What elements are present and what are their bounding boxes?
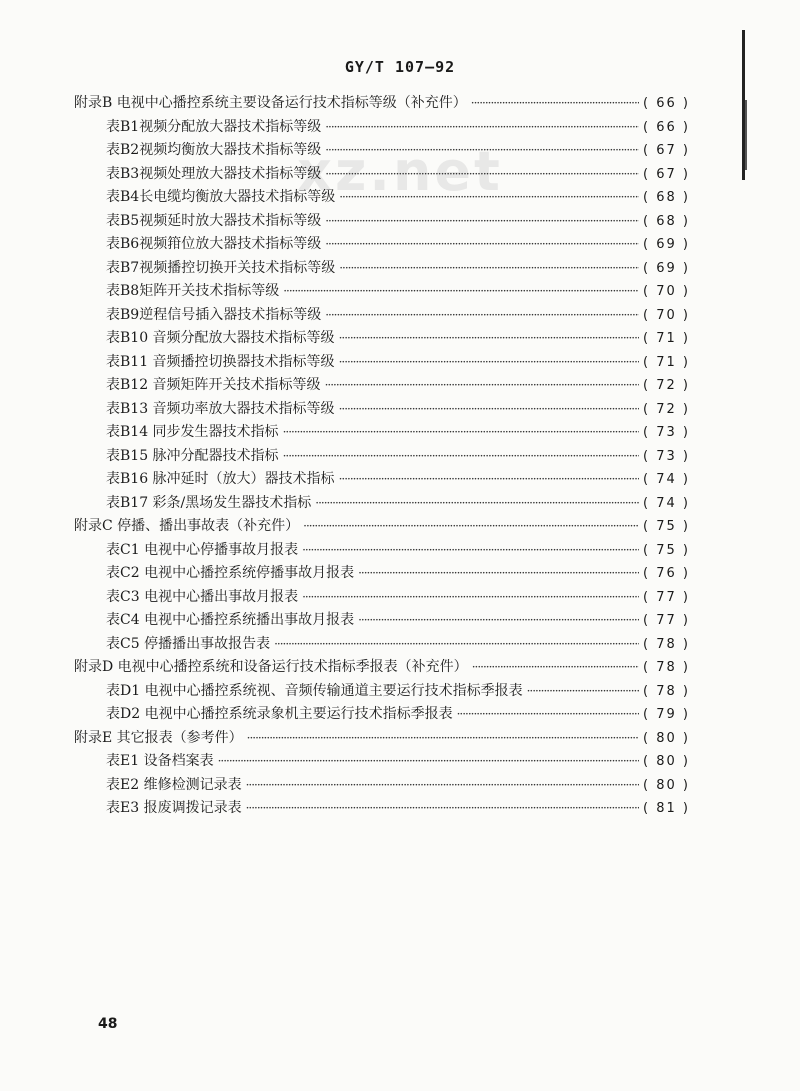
toc-entry-page: ( 75 ) [643, 542, 690, 558]
toc-entry-title: 附录D 电视中心播控系统和设备运行技术指标季报表（补充件） [74, 659, 468, 675]
toc-entry-page: ( 71 ) [643, 354, 690, 370]
toc-table-entry [106, 257, 690, 279]
toc-leader-dots [527, 680, 639, 702]
toc-entry-page: ( 75 ) [643, 519, 690, 534]
toc-table-entry [106, 210, 690, 232]
toc-table-entry [106, 421, 690, 443]
toc-appendix-entry [74, 515, 690, 537]
toc-table-entry [106, 327, 690, 349]
toc-appendix-entry [74, 656, 690, 678]
toc-entry-page: ( 73 ) [643, 448, 690, 464]
toc-entry-title: 表B12 音频矩阵开关技术指标等级 [106, 377, 321, 393]
toc-table-entry [106, 680, 690, 702]
toc-table-entry [106, 797, 690, 819]
toc-table-entry [106, 539, 690, 561]
toc-entry-title: 表B6视频箝位放大器技术指标等级 [106, 236, 322, 252]
toc-entry-title: 表B9逆程信号插入器技术指标等级 [106, 306, 322, 323]
toc-entry-title: 表C2 电视中心播控系统停播事故月报表 [106, 565, 355, 581]
toc-entry-title: 表B16 脉冲延时（放大）器技术指标 [106, 471, 335, 487]
toc-entry-page: ( 72 ) [643, 401, 690, 417]
toc-entry-title: 表D1 电视中心播控系统视、音频传输通道主要运行技术指标季报表 [106, 682, 523, 699]
toc-leader-dots [358, 609, 639, 631]
toc-leader-dots [283, 421, 639, 443]
toc-entry-title: 表E3 报废调拨记录表 [106, 800, 242, 816]
toc-entry-title: 附录E 其它报表（参考件） [74, 729, 243, 746]
toc-leader-dots [283, 445, 639, 467]
toc-table-entry [106, 750, 690, 772]
toc-leader-dots [325, 139, 639, 161]
toc-entry-title: 表E2 维修检测记录表 [106, 776, 242, 793]
toc-table-entry [106, 186, 690, 208]
toc-leader-dots [246, 797, 639, 819]
toc-leader-dots [218, 750, 639, 772]
toc-entry-page: ( 70 ) [643, 284, 690, 299]
toc-entry-title: 表B2视频均衡放大器技术指标等级 [106, 142, 322, 158]
toc-entry-page: ( 67 ) [643, 166, 690, 182]
toc-leader-dots [325, 304, 639, 326]
toc-entry-page: ( 77 ) [643, 589, 690, 605]
toc-entry-title: 表B1视频分配放大器技术指标等级 [106, 118, 322, 135]
toc-leader-dots [246, 774, 639, 796]
page-number: 48 [98, 1016, 118, 1032]
toc-entry-title: 表B13 音频功率放大器技术指标等级 [106, 400, 335, 417]
toc-entry-title: 表B10 音频分配放大器技术指标等级 [106, 330, 335, 346]
toc-table-entry [106, 633, 690, 655]
toc-table-entry [106, 586, 690, 608]
toc-table-entry [106, 468, 690, 490]
toc-table-entry [106, 774, 690, 796]
toc-entry-title: 表B3视频处理放大器技术指标等级 [106, 165, 322, 182]
toc-leader-dots [247, 727, 639, 749]
toc-leader-dots [302, 539, 639, 561]
toc-entry-title: 表B15 脉冲分配器技术指标 [106, 447, 279, 464]
toc-entry-page: ( 79 ) [643, 707, 690, 722]
toc-entry-title: 表B17 彩条/黑场发生器技术指标 [106, 494, 312, 511]
toc-appendix-entry [74, 727, 690, 749]
toc-entry-page: ( 73 ) [643, 425, 690, 440]
toc-leader-dots [339, 351, 639, 373]
toc-entry-page: ( 66 ) [643, 96, 690, 111]
toc-entry-page: ( 80 ) [643, 754, 690, 769]
toc-table-entry [106, 562, 690, 584]
toc-entry-title: 表D2 电视中心播控系统录象机主要运行技术指标季报表 [106, 706, 453, 722]
toc-entry-page: ( 66 ) [643, 119, 690, 135]
toc-entry-title: 表B14 同步发生器技术指标 [106, 424, 279, 440]
toc-table-entry [106, 280, 690, 302]
toc-leader-dots [315, 492, 639, 514]
toc-leader-dots [325, 233, 639, 255]
toc-table-entry [106, 351, 690, 373]
toc-table-entry [106, 703, 690, 725]
toc-leader-dots [325, 210, 639, 232]
toc-entry-title: 表C4 电视中心播控系统播出事故月报表 [106, 612, 355, 628]
toc-entry-page: ( 69 ) [643, 237, 690, 252]
toc-entry-page: ( 68 ) [643, 190, 690, 205]
toc-leader-dots [339, 257, 639, 279]
toc-leader-dots [325, 163, 639, 185]
toc-entry-page: ( 74 ) [643, 472, 690, 487]
toc-entry-title: 表C1 电视中心停播事故月报表 [106, 541, 299, 558]
toc-entry-page: ( 80 ) [643, 777, 690, 793]
toc-leader-dots [274, 633, 639, 655]
toc-leader-dots [283, 280, 639, 302]
toc-table-entry [106, 398, 690, 420]
toc-leader-dots [358, 562, 639, 584]
toc-table-entry [106, 233, 690, 255]
toc-leader-dots [325, 374, 639, 396]
toc-entry-page: ( 81 ) [643, 801, 690, 816]
toc-table-entry [106, 445, 690, 467]
toc-leader-dots [339, 468, 639, 490]
toc-leader-dots [472, 656, 639, 678]
toc-entry-title: 表B8矩阵开关技术指标等级 [106, 283, 280, 299]
toc-entry-page: ( 71 ) [643, 331, 690, 346]
toc-leader-dots [339, 186, 639, 208]
watermark: xz.net [297, 140, 503, 203]
toc-entry-title: 表B4长电缆均衡放大器技术指标等级 [106, 189, 336, 205]
toc-entry-page: ( 76 ) [643, 566, 690, 581]
toc-entry-title: 附录B 电视中心播控系统主要设备运行技术指标等级（补充件） [74, 95, 467, 111]
toc-entry-page: ( 80 ) [643, 730, 690, 746]
toc-table-entry [106, 304, 690, 326]
toc-entry-page: ( 67 ) [643, 143, 690, 158]
toc-entry-page: ( 72 ) [643, 378, 690, 393]
toc-leader-dots [457, 703, 639, 725]
toc-entry-title: 表B5视频延时放大器技术指标等级 [106, 212, 322, 229]
toc-entry-page: ( 78 ) [643, 636, 690, 652]
toc-leader-dots [325, 116, 639, 138]
toc-entry-page: ( 77 ) [643, 613, 690, 628]
toc-table-entry [106, 163, 690, 185]
toc-leader-dots [303, 515, 639, 537]
toc-entry-title: 表C5 停播播出事故报告表 [106, 635, 271, 652]
toc-entry-title: 表B11 音频播控切换器技术指标等级 [106, 353, 335, 370]
toc-entry-page: ( 78 ) [643, 660, 690, 675]
document-code-header: GY/T 107—92 [344, 58, 456, 76]
toc-entry-title: 表B7视频播控切换开关技术指标等级 [106, 259, 336, 276]
toc-entry-page: ( 70 ) [643, 307, 690, 323]
toc-entry-page: ( 69 ) [643, 260, 690, 276]
toc-table-entry [106, 492, 690, 514]
toc-leader-dots [471, 92, 639, 114]
toc-appendix-entry [74, 92, 690, 114]
toc-leader-dots [339, 327, 639, 349]
toc-entry-page: ( 74 ) [643, 495, 690, 511]
toc-leader-dots [339, 398, 639, 420]
toc-entry-page: ( 78 ) [643, 683, 690, 699]
toc-table-entry [106, 609, 690, 631]
toc-entry-title: 表C3 电视中心播出事故月报表 [106, 588, 299, 605]
toc-table-entry [106, 116, 690, 138]
toc-entry-page: ( 68 ) [643, 213, 690, 229]
toc-table-entry [106, 139, 690, 161]
toc-entry-title: 表E1 设备档案表 [106, 753, 214, 769]
toc-table-entry [106, 374, 690, 396]
toc-leader-dots [302, 586, 639, 608]
toc-entry-title: 附录C 停播、播出事故表（补充件） [74, 518, 300, 534]
